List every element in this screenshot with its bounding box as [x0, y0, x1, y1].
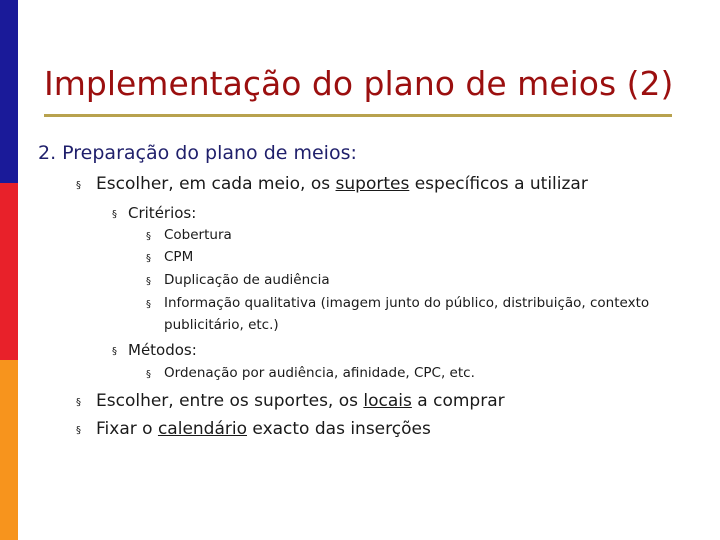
- list-item: Ordenação por audiência, afinidade, CPC, etc.: [164, 365, 475, 381]
- bullet-icon: §: [112, 209, 117, 220]
- item-text: Fixar o: [96, 419, 158, 439]
- bullet-icon: §: [146, 299, 151, 310]
- section-heading: 2. Preparação do plano de meios:: [38, 142, 357, 164]
- list-item: Cobertura: [164, 227, 232, 243]
- list-item: Duplicação de audiência: [164, 272, 330, 288]
- item-text: a comprar: [411, 391, 505, 411]
- list-item-continuation: publicitário, etc.): [164, 317, 279, 333]
- slide-title: Implementação do plano de meios (2): [44, 64, 674, 103]
- item-text: específicos a utilizar: [409, 174, 588, 194]
- criterios-label: Critérios:: [128, 204, 197, 222]
- item-text: Escolher, em cada meio, os: [96, 174, 336, 194]
- side-bar-red: [0, 183, 18, 360]
- bullet-icon: §: [146, 231, 151, 242]
- bullet-icon: §: [76, 180, 81, 191]
- side-bar-orange: [0, 360, 18, 540]
- bullet-icon: §: [146, 276, 151, 287]
- bullet-icon: §: [112, 346, 117, 357]
- bullet-icon: §: [146, 369, 151, 380]
- list-item-calendario: [96, 419, 431, 439]
- item-underlined-text: locais: [363, 391, 412, 411]
- bullet-icon: §: [76, 397, 81, 408]
- title-divider: [44, 114, 672, 117]
- side-bar-blue: [0, 0, 18, 183]
- item-underlined-text: calendário: [157, 419, 247, 439]
- item-text: exacto das inserções: [247, 419, 431, 439]
- list-item-suportes: [96, 174, 588, 194]
- bullet-icon: §: [76, 425, 81, 436]
- list-item-locais: [96, 391, 505, 411]
- metodos-label: Métodos:: [128, 341, 197, 359]
- list-item: CPM: [164, 249, 194, 265]
- bullet-icon: §: [146, 253, 151, 264]
- item-underlined-text: suportes: [335, 174, 410, 194]
- item-text: Escolher, entre os suportes, os: [96, 391, 364, 411]
- list-item: Informação qualitativa (imagem junto do público, distribuição, contexto: [164, 295, 650, 311]
